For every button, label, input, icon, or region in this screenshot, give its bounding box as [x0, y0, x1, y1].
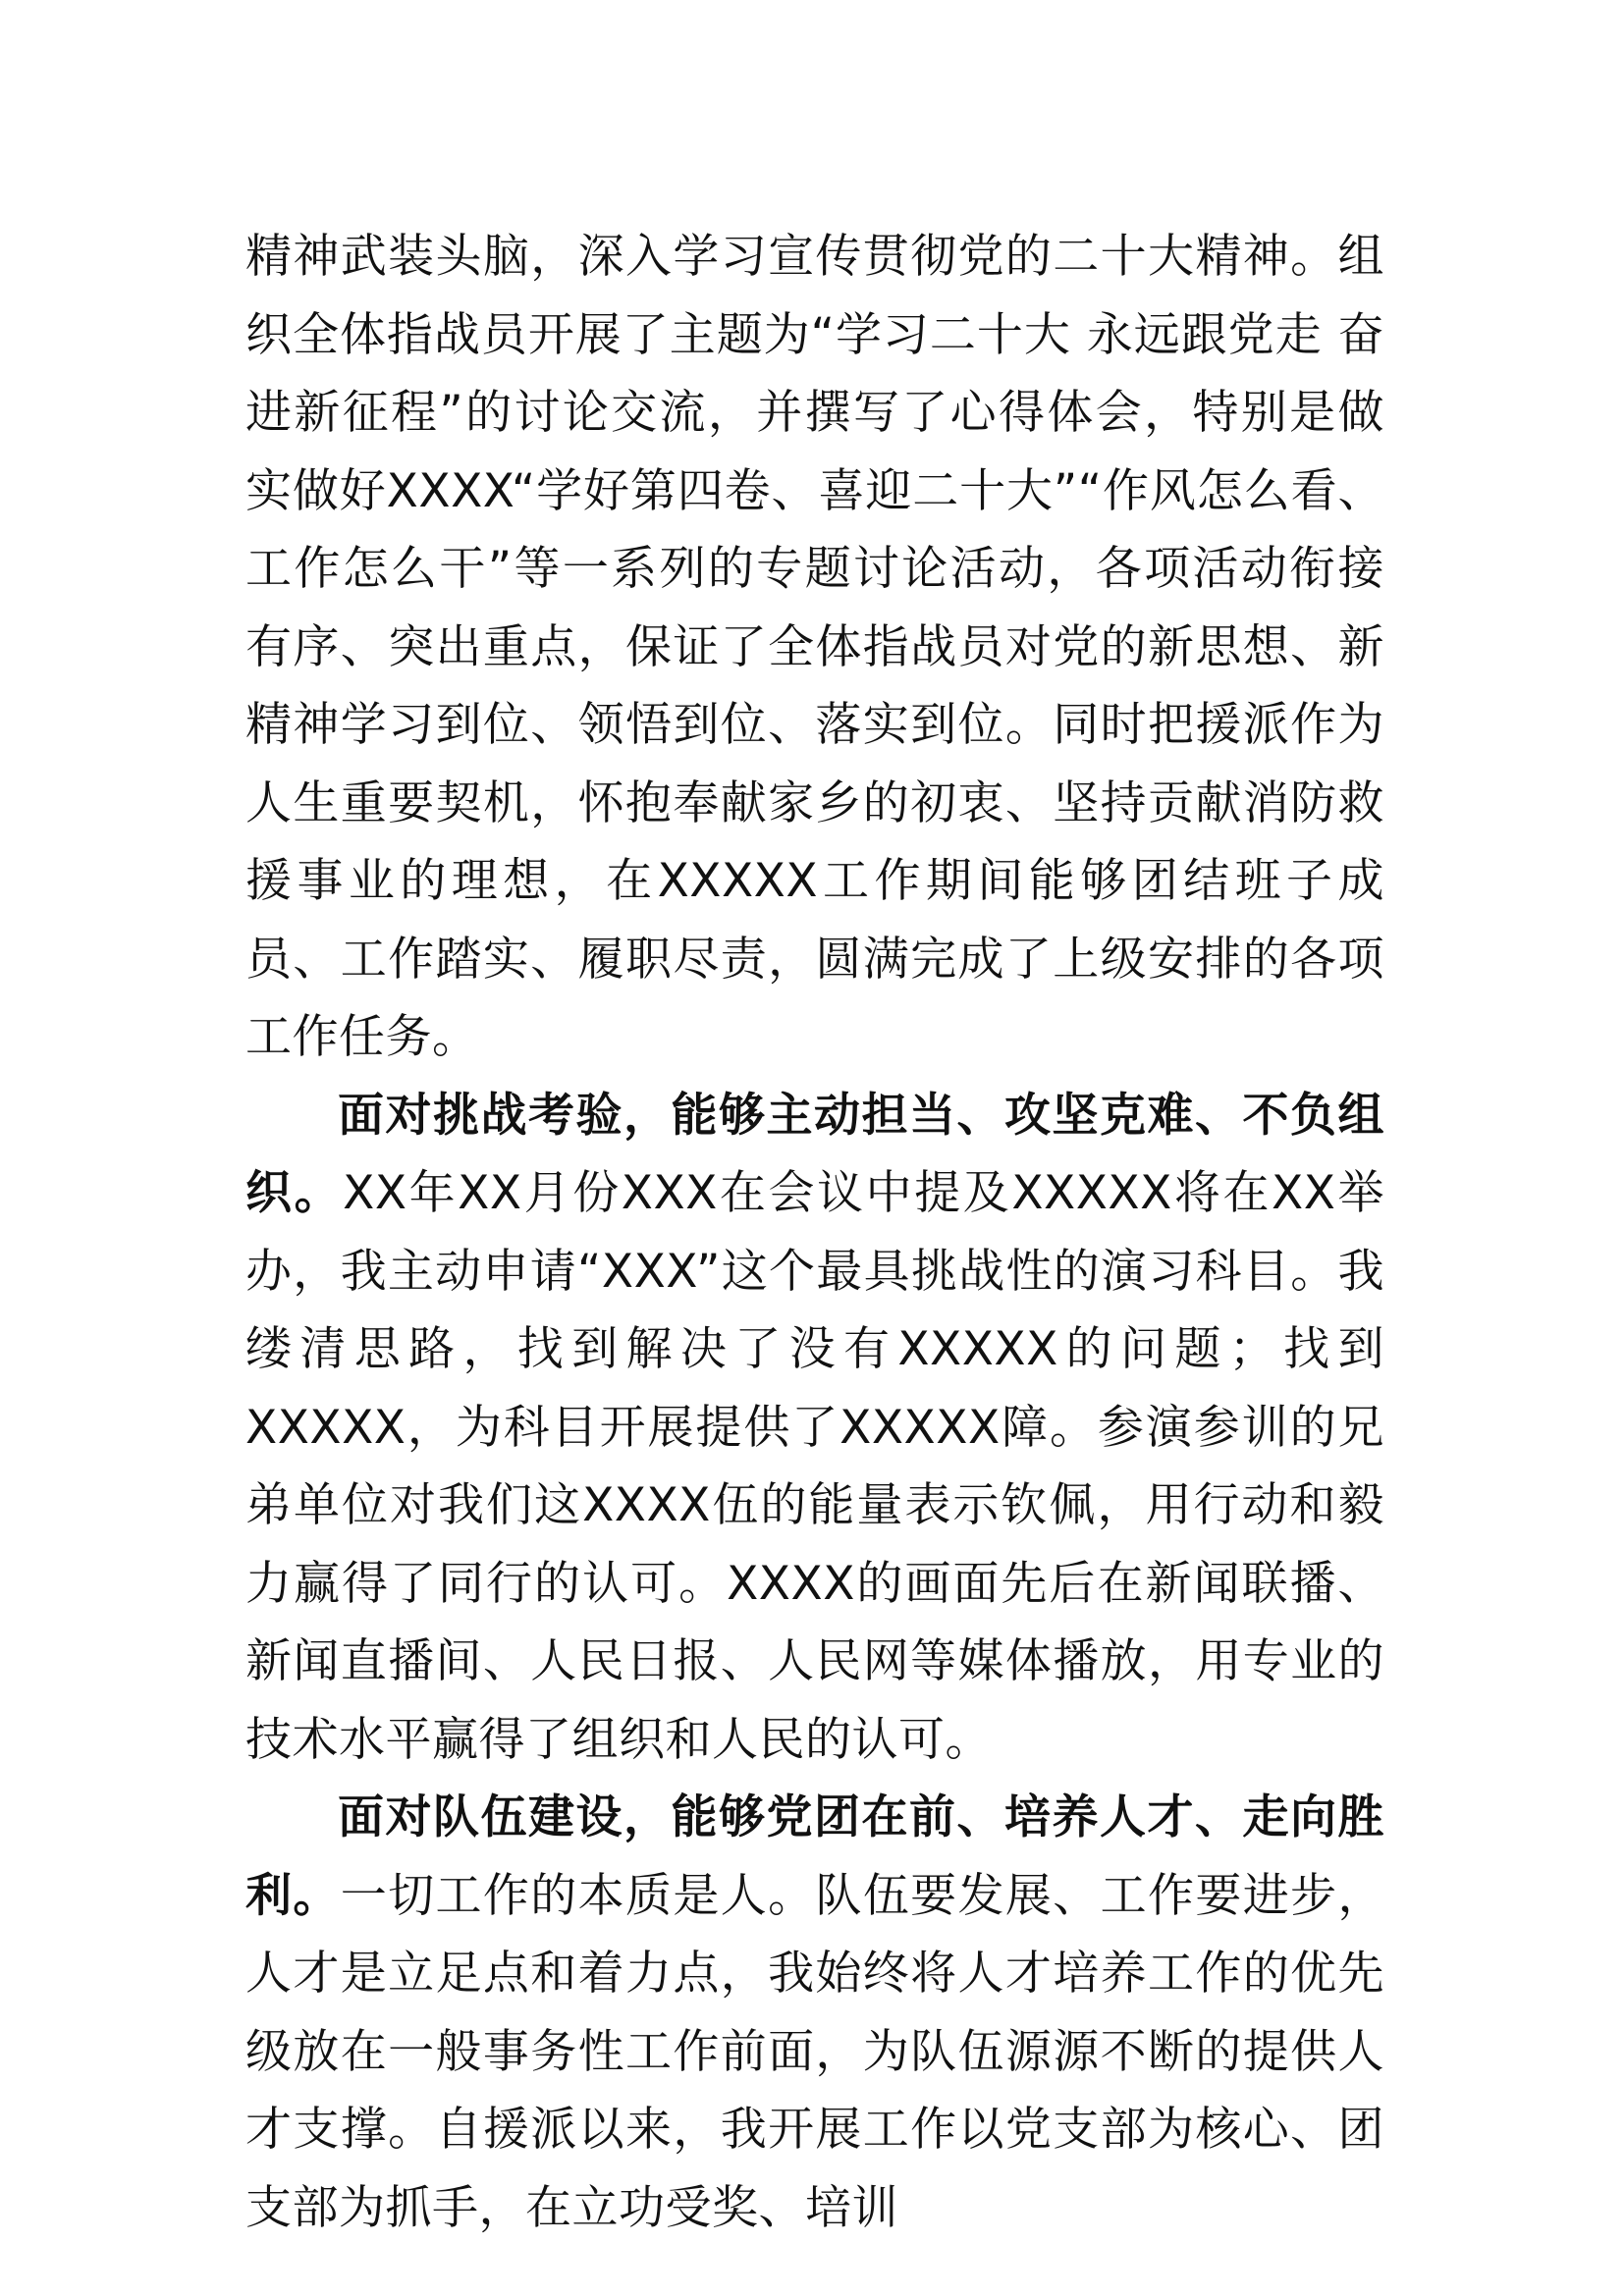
paragraph-2 — [245, 1077, 1384, 1780]
document-body — [245, 218, 1384, 2247]
paragraph-1 — [245, 218, 1384, 1077]
paragraph-3-heading: 面对队伍建设，能够党团在前、培养人才、走向胜利。 — [245, 1790, 1384, 1923]
paragraph-3 — [245, 1779, 1384, 2247]
paragraph-1-text: 精神武装头脑，深入学习宣传贯彻党的二十大精神。组织全体指战员开展了主题为“学习二十大 永远跟党走 奋进新征程”的讨论交流，并撰写了心得体会，特别是做实做好XXXX“学好第四卷、喜迎二十大”“作风怎么看、工作怎么干”等一系列的专题讨论活动，各项活动衔接有序、突出重点，保证了全体指战员对党的新思想、新精神学习到位、领悟到位、落实到位。同时把援派作为人生重要契机，怀抱奉献家乡的初衷、坚持贡献消防救援事业的理想，在XXXXX工作期间能够团结班子成员、工作踏实、履职尽责，圆满完成了上级安排的各项工作任务。 — [245, 230, 1384, 1064]
paragraph-2-heading: 面对挑战考验，能够主动担当、攻坚克难、不负组织。 — [245, 1088, 1384, 1220]
paragraph-2-text: XX年XX月份XXX在会议中提及XXXXX将在XX举办，我主动申请“XXX”这个最具挑战性的演习科目。我缕清思路，找到解决了没有XXXXX的问题；找到XXXXX，为科目开展提供了XXXXX障。参演参训的兄弟单位对我们这XXXX伍的能量表示钦佩，用行动和毅力赢得了同行的认可。XXXX的画面先后在新闻联播、新闻直播间、人民日报、人民网等媒体播放，用专业的技术水平赢得了组织和人民的认可。 — [245, 1166, 1384, 1767]
paragraph-3-text: 一切工作的本质是人。队伍要发展、工作要进步，人才是立足点和着力点，我始终将人才培养工作的优先级放在一般事务性工作前面，为队伍源源不断的提供人才支撑。自援派以来，我开展工作以党支部为核心、团支部为抓手，在立功受奖、培训 — [245, 1868, 1385, 2235]
